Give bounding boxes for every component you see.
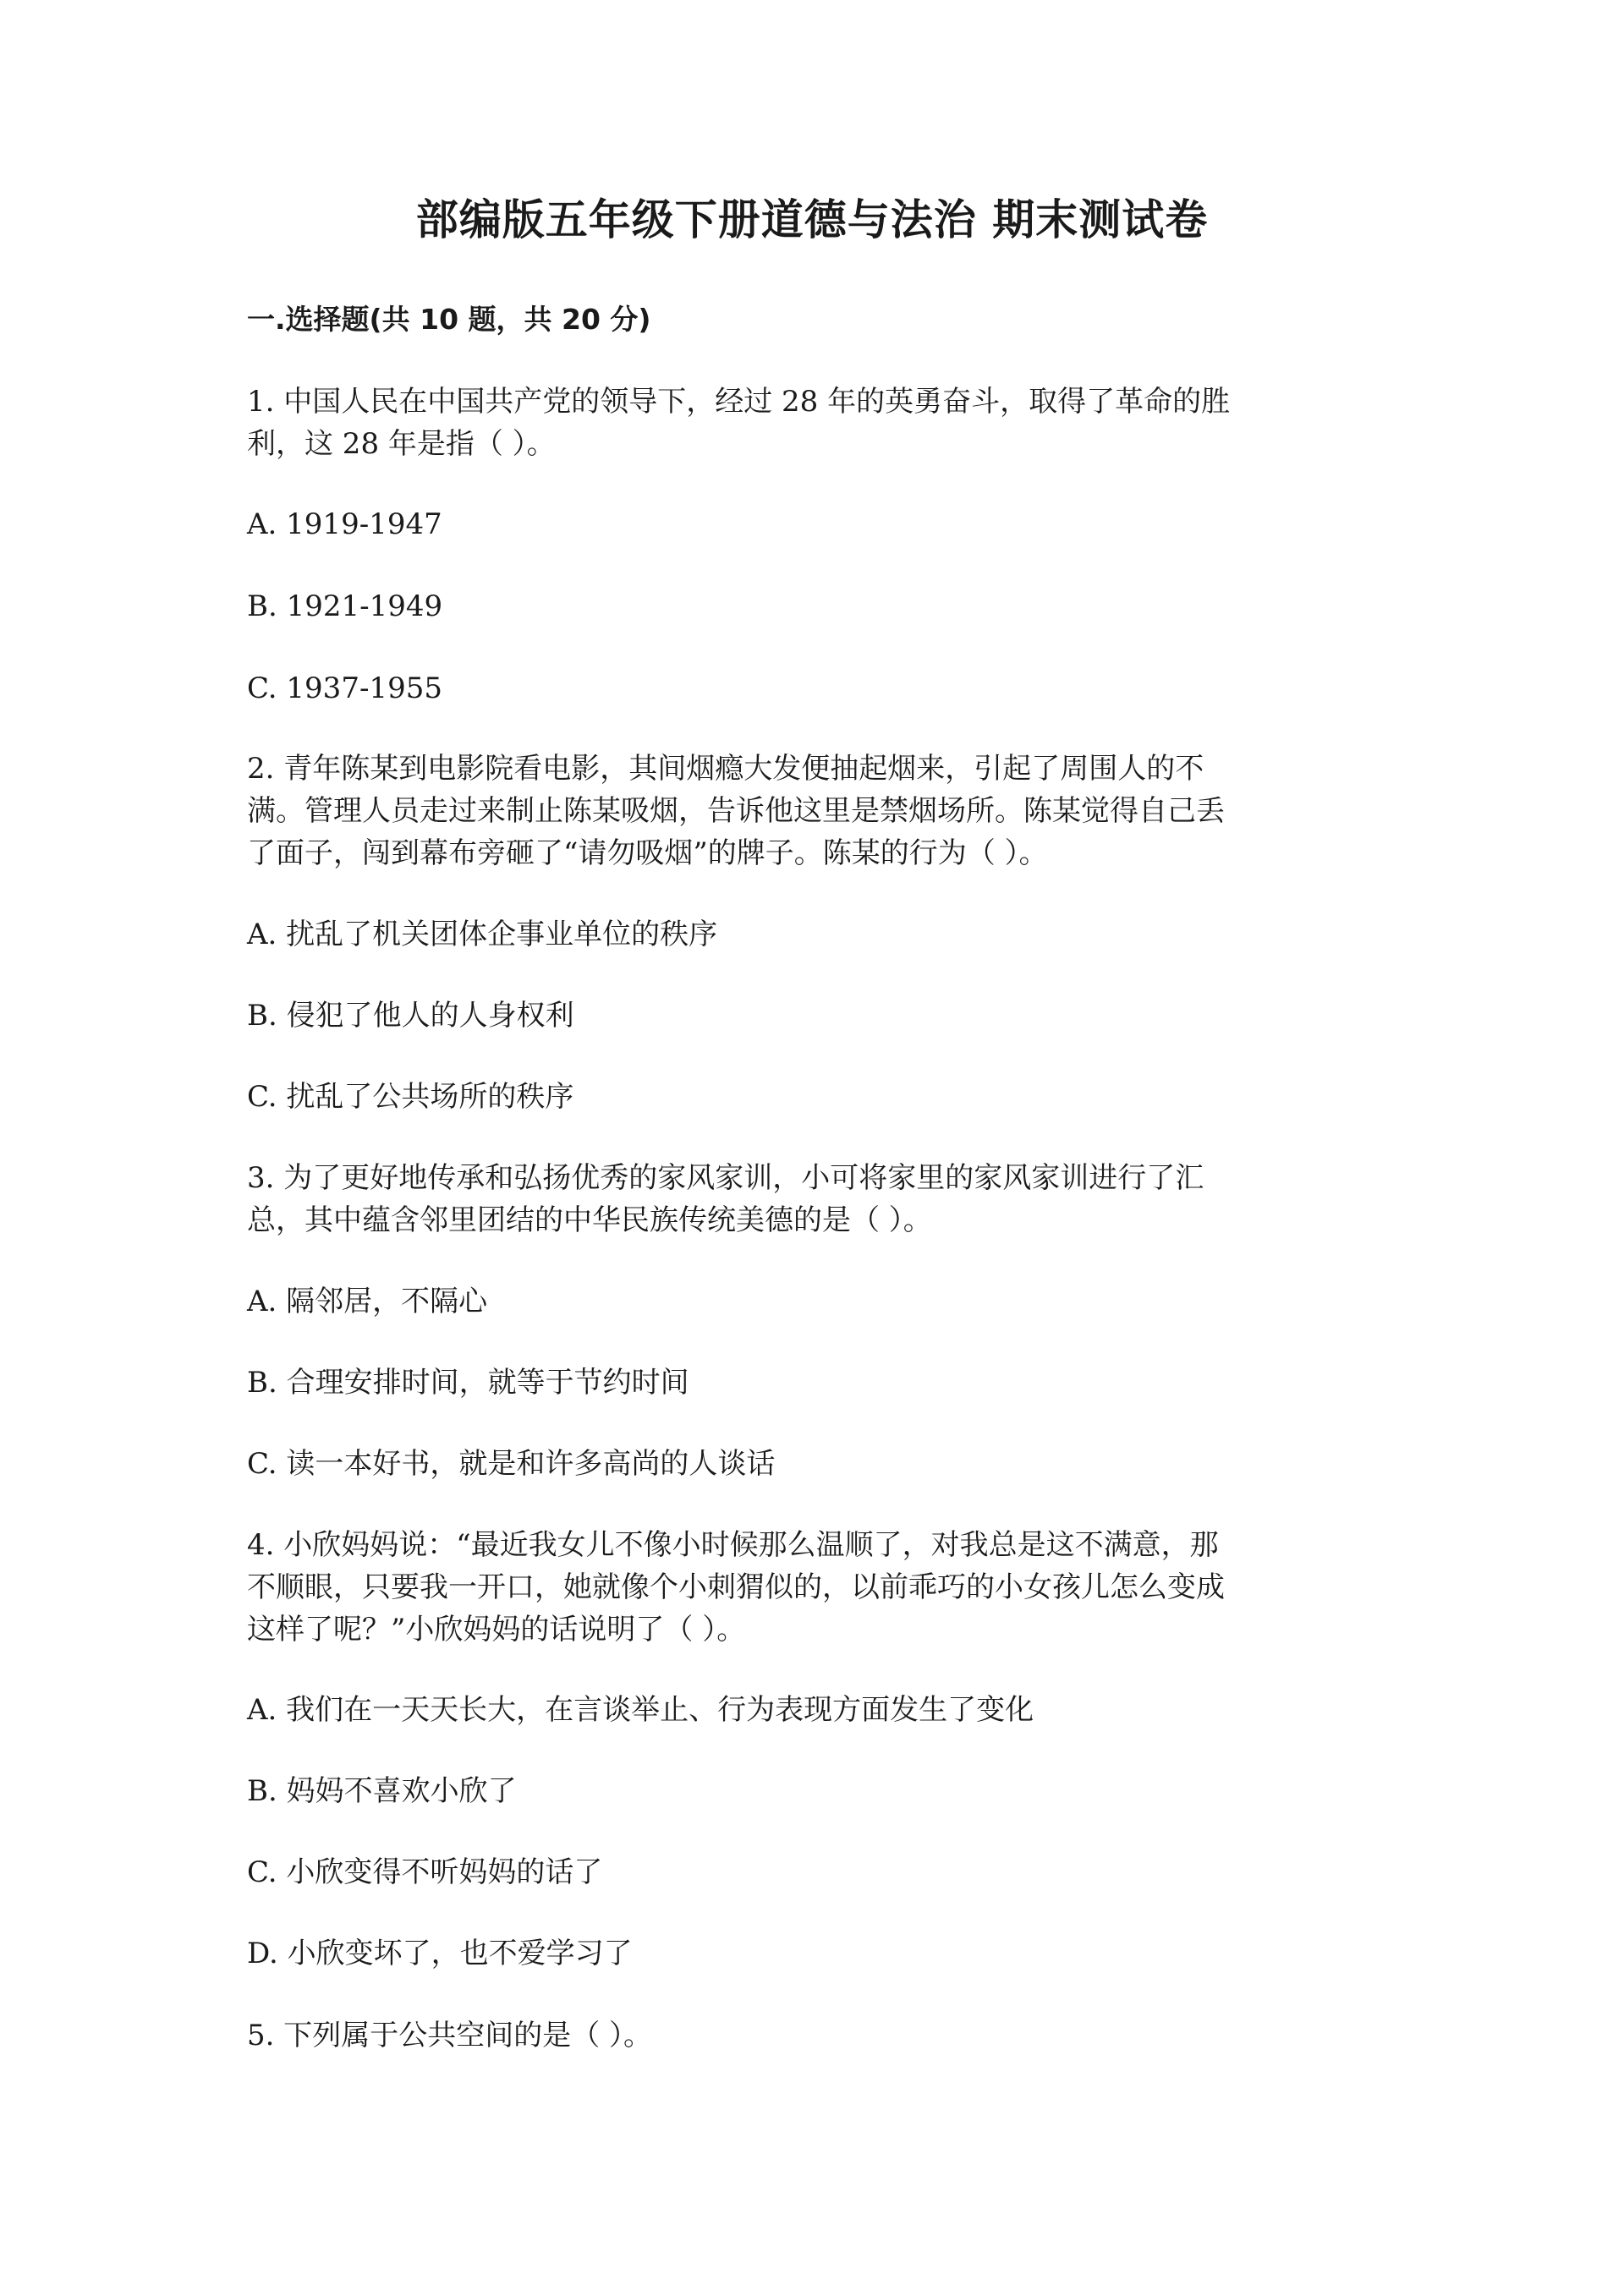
question-4-line-3: 这样了呢？”小欣妈妈的话说明了（ ）。 (247, 1613, 746, 1647)
question-3-line-1: 3. 为了更好地传承和弘扬优秀的家风家训，小可将家里的家风家训进行了汇 (247, 1161, 1204, 1195)
question-2-stem (247, 748, 1389, 874)
question-1-option-b: B. 1921-1949 (247, 589, 443, 623)
question-2-line-3: 了面子，闯到幕布旁砸了“请勿吸烟”的牌子。陈某的行为（ ）。 (247, 836, 1048, 870)
question-4-line-2: 不顺眼，只要我一开口，她就像个小刺猬似的，以前乖巧的小女孩儿怎么变成 (247, 1570, 1225, 1604)
question-3-option-b: B. 合理安排时间，就等于节约时间 (247, 1366, 689, 1400)
question-5-line-1: 5. 下列属于公共空间的是（ ）。 (247, 2019, 653, 2052)
question-1-option-a: A. 1919-1947 (247, 507, 442, 541)
question-2-option-c: C. 扰乱了公共场所的秩序 (247, 1080, 574, 1114)
question-2-line-2: 满。管理人员走过来制止陈某吸烟，告诉他这里是禁烟场所。陈某觉得自己丢 (247, 794, 1225, 828)
question-1-line-1: 1. 中国人民在中国共产党的领导下，经过 28 年的英勇奋斗，取得了革命的胜 (247, 385, 1231, 419)
section-heading: 一.选择题(共 10 题，共 20 分) (247, 303, 651, 336)
page-title: 部编版五年级下册道德与法治 期末测试卷 (415, 195, 1209, 244)
question-2-option-a: A. 扰乱了机关团体企事业单位的秩序 (247, 918, 718, 951)
question-4-option-d: D. 小欣变坏了，也不爱学习了 (247, 1937, 633, 1970)
question-3-option-c: C. 读一本好书，就是和许多高尚的人谈话 (247, 1447, 776, 1481)
question-3-option-a: A. 隔邻居，不隔心 (247, 1285, 488, 1318)
question-4-line-1: 4. 小欣妈妈说：“最近我女儿不像小时候那么温顺了，对我总是这不满意，那 (247, 1528, 1219, 1562)
question-3-stem (247, 1157, 1389, 1241)
question-4-option-a: A. 我们在一天天长大，在言谈举止、行为表现方面发生了变化 (247, 1693, 1034, 1727)
question-5-stem (247, 2014, 1389, 2057)
question-4-stem (247, 1524, 1389, 1651)
question-4-option-c: C. 小欣变得不听妈妈的话了 (247, 1855, 603, 1889)
question-4-option-b: B. 妈妈不喜欢小欣了 (247, 1774, 517, 1808)
question-1-stem (247, 381, 1389, 465)
question-2-option-b: B. 侵犯了他人的人身权利 (247, 999, 574, 1033)
question-1-line-2: 利，这 28 年是指（ ）。 (247, 427, 556, 461)
question-1-option-c: C. 1937-1955 (247, 671, 442, 705)
question-2-line-1: 2. 青年陈某到电影院看电影，其间烟瘾大发便抽起烟来，引起了周围人的不 (247, 752, 1204, 786)
question-3-line-2: 总，其中蕴含邻里团结的中华民族传统美德的是（ ）。 (247, 1203, 932, 1237)
